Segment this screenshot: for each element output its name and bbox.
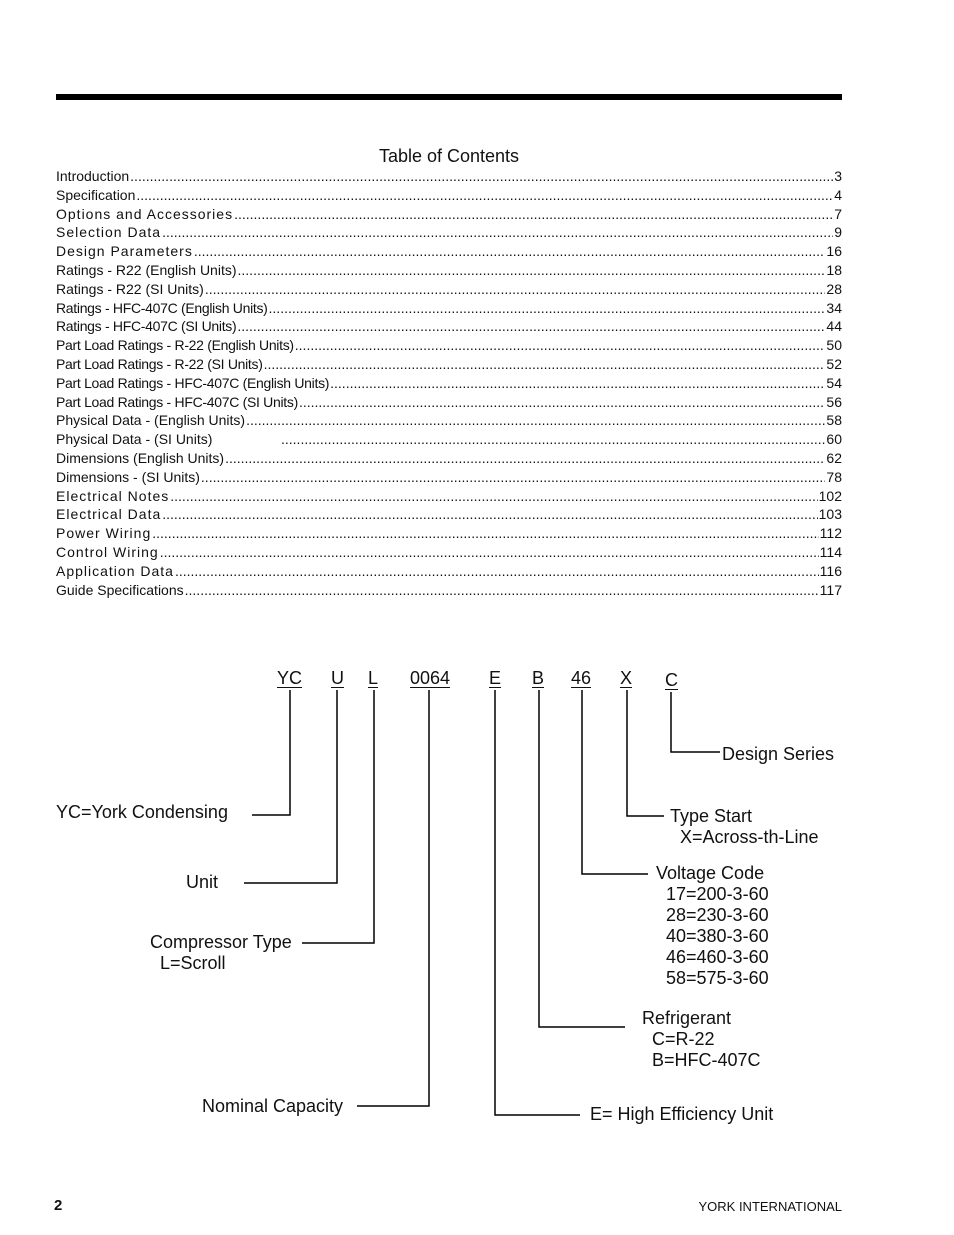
code-segment-capacity: 0064 xyxy=(410,668,451,688)
toc-entry-page: 54 xyxy=(826,374,842,391)
toc-entry-label: Dimensions (English Units) xyxy=(56,449,225,466)
company-name: YORK INTERNATIONAL xyxy=(698,1199,842,1214)
code-segment-voltage: 46 xyxy=(571,668,592,688)
toc-entry-page: 56 xyxy=(826,393,842,410)
connector-type-start xyxy=(627,690,664,816)
toc-entry-page: 117 xyxy=(819,581,842,598)
code-segment-u: U xyxy=(331,668,344,688)
code-segment-x: X xyxy=(620,668,633,688)
toc-entry-page: 34 xyxy=(826,299,842,316)
toc-entry-page: 18 xyxy=(826,261,842,278)
label-compressor-type: Compressor Type L=Scroll xyxy=(150,932,292,973)
label-design-series: Design Series xyxy=(722,744,835,764)
toc-entry-label: Part Load Ratings - HFC-407C (English Units) xyxy=(56,374,330,391)
toc-entry-label: Design Parameters xyxy=(56,243,193,260)
toc-entry-page: 58 xyxy=(826,412,842,429)
label-type-start: Type Start X=Across-th-Line xyxy=(670,806,819,847)
toc-entry-page: 102 xyxy=(818,487,842,504)
connector-yc xyxy=(252,690,290,815)
connector-efficiency xyxy=(495,690,580,1115)
connector-compressor xyxy=(302,690,374,943)
toc-entry-page: 114 xyxy=(819,543,842,560)
code-segment-l: L xyxy=(368,668,379,688)
toc-entry-label: Ratings - R22 (SI Units) xyxy=(56,280,204,297)
toc-entry-label: Guide Specifications xyxy=(56,581,184,598)
code-segment-b: B xyxy=(532,668,545,688)
toc-entry-page: 3 xyxy=(834,168,842,184)
toc-entry-page: 103 xyxy=(818,506,842,523)
toc-entry-label: Ratings - R22 (English Units) xyxy=(56,261,237,278)
label-voltage-code: Voltage Code 17=200-3-60 28=230-3-60 40=380-3-60 46=460-3-60 58=575-3-60 xyxy=(656,863,769,988)
label-york-condensing: YC=York Condensing xyxy=(56,802,228,822)
toc-entry-page: 16 xyxy=(826,243,842,260)
toc-entry-page: 112 xyxy=(819,525,842,542)
code-segment-yc: YC xyxy=(277,668,303,688)
code-segment-e: E xyxy=(489,668,502,688)
toc-entry-page: 28 xyxy=(826,280,842,297)
toc-entry-page: 9 xyxy=(834,224,842,241)
toc-title: Table of Contents xyxy=(378,146,520,166)
toc-entry-page: 7 xyxy=(834,205,842,222)
toc-entry-label: Options and Accessories xyxy=(56,205,234,222)
toc-entry-label: Introduction xyxy=(56,168,130,184)
toc-entry-page: 52 xyxy=(826,355,842,372)
toc-entry-label: Power Wiring xyxy=(56,525,152,542)
toc-entry-label: Dimensions - (SI Units) xyxy=(56,468,200,485)
toc-entry-label: Electrical Data xyxy=(56,506,162,523)
toc-entry-label: Electrical Notes xyxy=(56,487,170,504)
toc-entry-page: 62 xyxy=(826,449,842,466)
toc-entry-page: 4 xyxy=(834,186,842,203)
toc-entry-label: Ratings - HFC-407C (English Units) xyxy=(56,299,268,316)
toc-entry-label: Physical Data - (English Units) xyxy=(56,412,246,429)
page-number: 2 xyxy=(54,1197,63,1214)
toc-entry-page: 116 xyxy=(819,562,842,579)
toc-entry-label: Physical Data - (SI Units) xyxy=(56,431,213,448)
toc-entry-label: Application Data xyxy=(56,562,174,579)
label-refrigerant: Refrigerant C=R-22 B=HFC-407C xyxy=(642,1008,761,1070)
toc-entry-page: 78 xyxy=(826,468,842,485)
toc-entry-page: 50 xyxy=(826,337,842,354)
connector-design-series xyxy=(671,692,720,752)
connector-voltage xyxy=(582,690,648,874)
connector-capacity xyxy=(357,690,429,1106)
toc-entry-label: Specification xyxy=(56,186,136,203)
toc-entry-page: 44 xyxy=(826,318,842,335)
label-high-efficiency: E= High Efficiency Unit xyxy=(590,1104,774,1124)
toc-entry-label: Ratings - HFC-407C (SI Units) xyxy=(56,318,237,335)
label-nominal-capacity: Nominal Capacity xyxy=(202,1096,344,1116)
toc-entry-label: Part Load Ratings - R-22 (SI Units) xyxy=(56,355,263,372)
toc-entry-label: Selection Data xyxy=(56,224,162,241)
toc-entry-label: Part Load Ratings - HFC-407C (SI Units) xyxy=(56,393,298,410)
toc-entry-label: Part Load Ratings - R-22 (English Units) xyxy=(56,337,294,354)
label-unit: Unit xyxy=(186,872,219,892)
code-segment-c: C xyxy=(665,670,678,690)
toc-entry-page: 60 xyxy=(826,431,842,448)
toc-entry-label: Control Wiring xyxy=(56,543,159,560)
